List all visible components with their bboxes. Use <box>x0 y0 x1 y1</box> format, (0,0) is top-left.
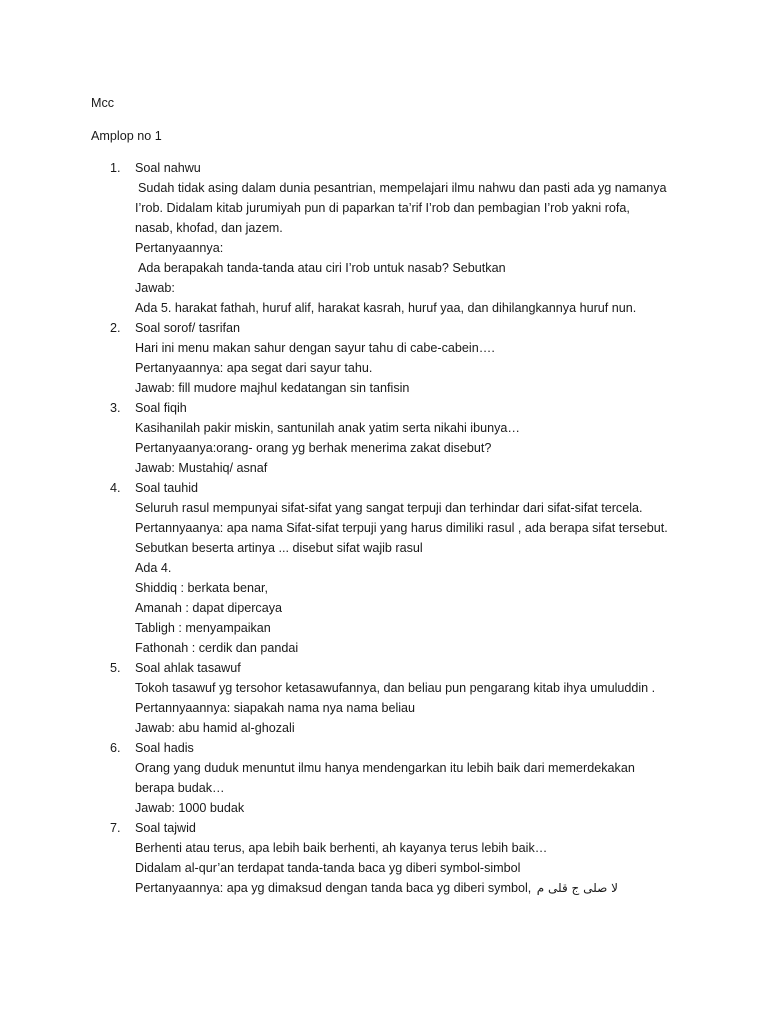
question-line: Jawab: <box>135 281 175 295</box>
question-body <box>135 658 695 738</box>
question-body <box>135 478 695 658</box>
answer-line: Jawab: 1000 budak <box>135 801 245 815</box>
question-line: berapa budak… <box>135 781 225 795</box>
question-line: I’rob. Didalam kitab jurumiyah pun di paparkan ta’rif I’rob dan pembagian I’rob yakni rofa, <box>135 201 630 215</box>
answer-line: Jawab: Mustahiq/ asnaf <box>135 461 268 475</box>
question-heading: Soal fiqih <box>135 401 187 415</box>
question-line: Pertannyaanya: apa nama Sifat-sifat terpuji yang harus dimiliki rasul , ada berapa sifat tersebut. <box>135 521 668 535</box>
question-line: Pertanyaanya:orang- orang yg berhak menerima zakat disebut? <box>135 441 492 455</box>
answer-line: Shiddiq : berkata benar, <box>135 581 269 595</box>
question-number: 1. <box>110 161 121 175</box>
answer-line: Fathonah : cerdik dan pandai <box>135 641 299 655</box>
question-line: Sudah tidak asing dalam dunia pesantrian, mempelajari ilmu nahwu dan pasti ada yg namanya <box>138 181 667 195</box>
question-item-tauhid <box>0 478 768 658</box>
question-item-nahwu <box>0 158 768 318</box>
question-line: Kasihanilah pakir miskin, santunilah anak yatim serta nikahi ibunya… <box>135 421 521 435</box>
question-list <box>0 158 768 898</box>
answer-line: Jawab: fill mudore majhul kedatangan sin tanfisin <box>135 381 410 395</box>
question-item-hadis <box>0 738 768 818</box>
question-item-ahlak-tasawuf <box>0 658 768 738</box>
question-item-tajwid <box>0 818 768 898</box>
question-heading: Soal tauhid <box>135 481 199 495</box>
question-number: 5. <box>110 661 121 675</box>
question-line: Orang yang duduk menuntut ilmu hanya mendengarkan itu lebih baik dari memerdekakan <box>135 761 635 775</box>
answer-line: Amanah : dapat dipercaya <box>135 601 283 615</box>
question-heading: Soal hadis <box>135 741 194 755</box>
question-body <box>135 818 695 898</box>
question-line: Hari ini menu makan sahur dengan sayur tahu di cabe-cabein…. <box>135 341 495 355</box>
question-number: 2. <box>110 321 121 335</box>
question-number: 6. <box>110 741 121 755</box>
answer-line: Ada 5. harakat fathah, huruf alif, harakat kasrah, huruf yaa, dan dihilangkannya huruf nun. <box>135 301 637 315</box>
question-heading: Soal sorof/ tasrifan <box>135 321 240 335</box>
question-line: nasab, khofad, dan jazem. <box>135 221 283 235</box>
question-line: Sebutkan beserta artinya ... disebut sifat wajib rasul <box>135 541 423 555</box>
arabic-waqf-symbols: لا صلى ج قلى م <box>536 881 618 895</box>
question-number: 3. <box>110 401 121 415</box>
question-line: Ada berapakah tanda-tanda atau ciri I’rob untuk nasab? Sebutkan <box>138 261 506 275</box>
question-line: Pertanyaannya: apa yg dimaksud dengan tanda baca yg diberi symbol, <box>135 881 532 895</box>
answer-line: Ada 4. <box>135 561 172 575</box>
answer-line: Tabligh : menyampaikan <box>135 621 271 635</box>
question-item-fiqih <box>0 398 768 478</box>
question-line-with-symbols <box>135 878 695 898</box>
question-item-sorof <box>0 318 768 398</box>
question-body <box>135 318 695 398</box>
document-title: Mcc <box>91 96 115 110</box>
question-heading: Soal tajwid <box>135 821 196 835</box>
question-body <box>135 738 695 818</box>
question-body <box>135 158 695 318</box>
question-line: Tokoh tasawuf yg tersohor ketasawufannya, dan beliau pun pengarang kitab ihya umuluddin . <box>135 681 656 695</box>
question-line: Seluruh rasul mempunyai sifat-sifat yang sangat terpuji dan terhindar dari sifat-sifat tercela. <box>135 501 643 515</box>
answer-line: Jawab: abu hamid al-ghozali <box>135 721 295 735</box>
question-heading: Soal ahlak tasawuf <box>135 661 241 675</box>
question-line: Pertanyaannya: apa segat dari sayur tahu. <box>135 361 373 375</box>
document-subtitle: Amplop no 1 <box>91 129 162 143</box>
question-heading: Soal nahwu <box>135 161 201 175</box>
question-number: 7. <box>110 821 121 835</box>
question-line: Berhenti atau terus, apa lebih baik berhenti, ah kayanya terus lebih baik… <box>135 841 548 855</box>
question-line: Pertanyaannya: <box>135 241 224 255</box>
question-body <box>135 398 695 478</box>
question-line: Didalam al-qur’an terdapat tanda-tanda baca yg diberi symbol-simbol <box>135 861 521 875</box>
question-number: 4. <box>110 481 121 495</box>
question-line: Pertannyaannya: siapakah nama nya nama beliau <box>135 701 416 715</box>
